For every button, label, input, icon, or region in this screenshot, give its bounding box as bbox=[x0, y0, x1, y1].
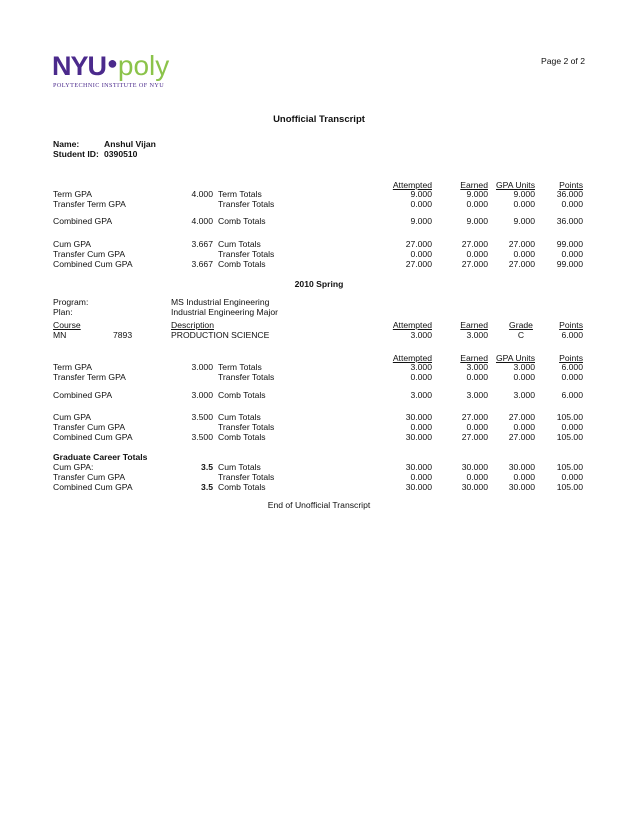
course-points: 6.000 bbox=[561, 330, 583, 340]
gpa-units-value: 27.000 bbox=[508, 432, 535, 442]
gpa-row-label: Combined Cum GPA bbox=[53, 259, 133, 269]
term-title: 2010 Spring bbox=[294, 279, 344, 289]
gpa-row-label: Cum GPA bbox=[53, 239, 92, 249]
gpa-units-value: 30.000 bbox=[508, 482, 535, 492]
earned-value: 0.000 bbox=[466, 422, 488, 432]
course-earned: 3.000 bbox=[466, 330, 488, 340]
end-of-transcript: End of Unofficial Transcript bbox=[267, 500, 371, 510]
gpa-row-label: Combined Cum GPA bbox=[53, 482, 133, 492]
earned-value: 0.000 bbox=[466, 372, 488, 382]
earned-value: 27.000 bbox=[461, 259, 488, 269]
course-subject: MN bbox=[53, 330, 67, 340]
points-value: 6.000 bbox=[561, 390, 583, 400]
attempted-value: 30.000 bbox=[405, 462, 432, 472]
totals-label: Transfer Totals bbox=[218, 199, 275, 209]
gpa-row-label: Combined GPA bbox=[53, 216, 113, 226]
course-grade-header: Grade bbox=[509, 320, 533, 330]
attempted-value: 30.000 bbox=[405, 482, 432, 492]
course-attempted: 3.000 bbox=[410, 330, 432, 340]
totals-label: Comb Totals bbox=[218, 259, 266, 269]
course-description: PRODUCTION SCIENCE bbox=[171, 330, 270, 340]
attempted-value: 30.000 bbox=[405, 412, 432, 422]
earned-value: 0.000 bbox=[466, 249, 488, 259]
gpa-row-label: Transfer Cum GPA bbox=[53, 422, 126, 432]
totals-label: Transfer Totals bbox=[218, 422, 275, 432]
points-value: 105.00 bbox=[556, 412, 583, 422]
points-header: Points bbox=[559, 353, 583, 363]
earned-value: 0.000 bbox=[466, 472, 488, 482]
points-header: Points bbox=[559, 180, 583, 190]
course-attempted-header: Attempted bbox=[392, 320, 432, 330]
gpa-row-label: Term GPA bbox=[53, 189, 92, 199]
points-value: 99.000 bbox=[556, 259, 583, 269]
points-value: 6.000 bbox=[561, 362, 583, 372]
gpa-value: 3.5 bbox=[201, 462, 213, 472]
totals-label: Transfer Totals bbox=[218, 472, 275, 482]
points-value: 105.00 bbox=[556, 432, 583, 442]
gpa-value: 3.000 bbox=[191, 362, 213, 372]
program-label: Program: bbox=[53, 297, 89, 307]
logo-subtitle: POLYTECHNIC INSTITUTE OF NYU bbox=[53, 82, 165, 89]
gpa-units-value: 3.000 bbox=[513, 390, 535, 400]
attempted-value: 0.000 bbox=[410, 372, 432, 382]
student-id: 0390510 bbox=[104, 149, 138, 159]
attempted-value: 9.000 bbox=[410, 216, 432, 226]
page-title: Unofficial Transcript bbox=[273, 114, 365, 125]
totals-label: Cum Totals bbox=[218, 239, 261, 249]
earned-value: 30.000 bbox=[461, 462, 488, 472]
attempted-value: 0.000 bbox=[410, 249, 432, 259]
earned-value: 3.000 bbox=[466, 362, 488, 372]
program-value: MS Industrial Engineering bbox=[171, 297, 270, 307]
gpa-value: 3.500 bbox=[191, 432, 213, 442]
points-value: 105.00 bbox=[556, 462, 583, 472]
page-number: Page 2 of 2 bbox=[541, 56, 585, 66]
gpa-units-value: 0.000 bbox=[513, 249, 535, 259]
course-number: 7893 bbox=[113, 330, 133, 340]
attempted-value: 3.000 bbox=[410, 390, 432, 400]
points-value: 99.000 bbox=[556, 239, 583, 249]
course-header: Course bbox=[53, 320, 81, 330]
attempted-value: 0.000 bbox=[410, 422, 432, 432]
attempted-value: 30.000 bbox=[405, 432, 432, 442]
points-value: 0.000 bbox=[561, 372, 583, 382]
attempted-value: 27.000 bbox=[405, 239, 432, 249]
points-value: 0.000 bbox=[561, 472, 583, 482]
earned-value: 27.000 bbox=[461, 412, 488, 422]
totals-label: Transfer Totals bbox=[218, 249, 275, 259]
gpa-units-value: 27.000 bbox=[508, 259, 535, 269]
plan-label: Plan: bbox=[53, 307, 73, 317]
gpa-value: 3.000 bbox=[191, 390, 213, 400]
attempted-value: 0.000 bbox=[410, 199, 432, 209]
course-earned-header: Earned bbox=[460, 320, 488, 330]
gpa-units-value: 0.000 bbox=[513, 472, 535, 482]
earned-value: 30.000 bbox=[461, 482, 488, 492]
gpa-units-value: 0.000 bbox=[513, 199, 535, 209]
earned-header: Earned bbox=[460, 353, 488, 363]
logo-poly-text: poly bbox=[117, 50, 170, 81]
plan-value: Industrial Engineering Major bbox=[171, 307, 279, 317]
totals-label: Term Totals bbox=[218, 189, 262, 199]
gpa-units-value: 9.000 bbox=[513, 189, 535, 199]
points-value: 36.000 bbox=[556, 189, 583, 199]
earned-value: 3.000 bbox=[466, 390, 488, 400]
gpa-value: 4.000 bbox=[191, 189, 213, 199]
gpa-row-label: Transfer Term GPA bbox=[53, 372, 126, 382]
gpa-units-value: 0.000 bbox=[513, 372, 535, 382]
totals-label: Cum Totals bbox=[218, 462, 261, 472]
gpa-row-label: Transfer Cum GPA bbox=[53, 472, 126, 482]
totals-label: Term Totals bbox=[218, 362, 262, 372]
points-value: 0.000 bbox=[561, 249, 583, 259]
gpa-value: 4.000 bbox=[191, 216, 213, 226]
attempted-value: 0.000 bbox=[410, 472, 432, 482]
totals-label: Comb Totals bbox=[218, 390, 266, 400]
career-title: Graduate Career Totals bbox=[53, 452, 148, 462]
student-name: Anshul Vijan bbox=[104, 139, 156, 149]
earned-value: 9.000 bbox=[466, 189, 488, 199]
gpa-value: 3.667 bbox=[191, 239, 213, 249]
gpa-units-header: GPA Units bbox=[495, 180, 535, 190]
points-value: 0.000 bbox=[561, 422, 583, 432]
earned-value: 0.000 bbox=[466, 199, 488, 209]
earned-value: 9.000 bbox=[466, 216, 488, 226]
attempted-header: Attempted bbox=[392, 180, 432, 190]
gpa-row-label: Combined GPA bbox=[53, 390, 113, 400]
earned-value: 27.000 bbox=[461, 239, 488, 249]
gpa-row-label: Cum GPA bbox=[53, 412, 92, 422]
attempted-header: Attempted bbox=[392, 353, 432, 363]
gpa-row-label: Combined Cum GPA bbox=[53, 432, 133, 442]
gpa-units-value: 0.000 bbox=[513, 422, 535, 432]
totals-label: Comb Totals bbox=[218, 432, 266, 442]
totals-label: Transfer Totals bbox=[218, 372, 275, 382]
totals-label: Comb Totals bbox=[218, 482, 266, 492]
course-grade: C bbox=[517, 330, 525, 340]
nyu-poly-logo: NYU●poly POLYTECHNIC INSTITUTE OF NYU bbox=[52, 50, 170, 89]
name-label: Name: bbox=[53, 139, 80, 149]
gpa-row-label: Cum GPA: bbox=[53, 462, 94, 472]
gpa-units-header: GPA Units bbox=[495, 353, 535, 363]
gpa-row-label: Transfer Cum GPA bbox=[53, 249, 126, 259]
student-id-label: Student ID: bbox=[53, 149, 99, 159]
gpa-units-value: 3.000 bbox=[513, 362, 535, 372]
gpa-row-label: Term GPA bbox=[53, 362, 92, 372]
earned-header: Earned bbox=[460, 180, 488, 190]
gpa-value: 3.667 bbox=[191, 259, 213, 269]
gpa-units-value: 30.000 bbox=[508, 462, 535, 472]
attempted-value: 27.000 bbox=[405, 259, 432, 269]
totals-label: Cum Totals bbox=[218, 412, 261, 422]
logo-nyu-text: NYU bbox=[52, 51, 107, 81]
earned-value: 27.000 bbox=[461, 432, 488, 442]
attempted-value: 9.000 bbox=[410, 189, 432, 199]
attempted-value: 3.000 bbox=[410, 362, 432, 372]
gpa-value: 3.500 bbox=[191, 412, 213, 422]
description-header: Description bbox=[171, 320, 214, 330]
totals-label: Comb Totals bbox=[218, 216, 266, 226]
gpa-value: 3.5 bbox=[201, 482, 213, 492]
gpa-units-value: 9.000 bbox=[513, 216, 535, 226]
course-points-header: Points bbox=[559, 320, 583, 330]
points-value: 105.00 bbox=[556, 482, 583, 492]
gpa-units-value: 27.000 bbox=[508, 412, 535, 422]
points-value: 0.000 bbox=[561, 199, 583, 209]
points-value: 36.000 bbox=[556, 216, 583, 226]
gpa-units-value: 27.000 bbox=[508, 239, 535, 249]
gpa-row-label: Transfer Term GPA bbox=[53, 199, 126, 209]
